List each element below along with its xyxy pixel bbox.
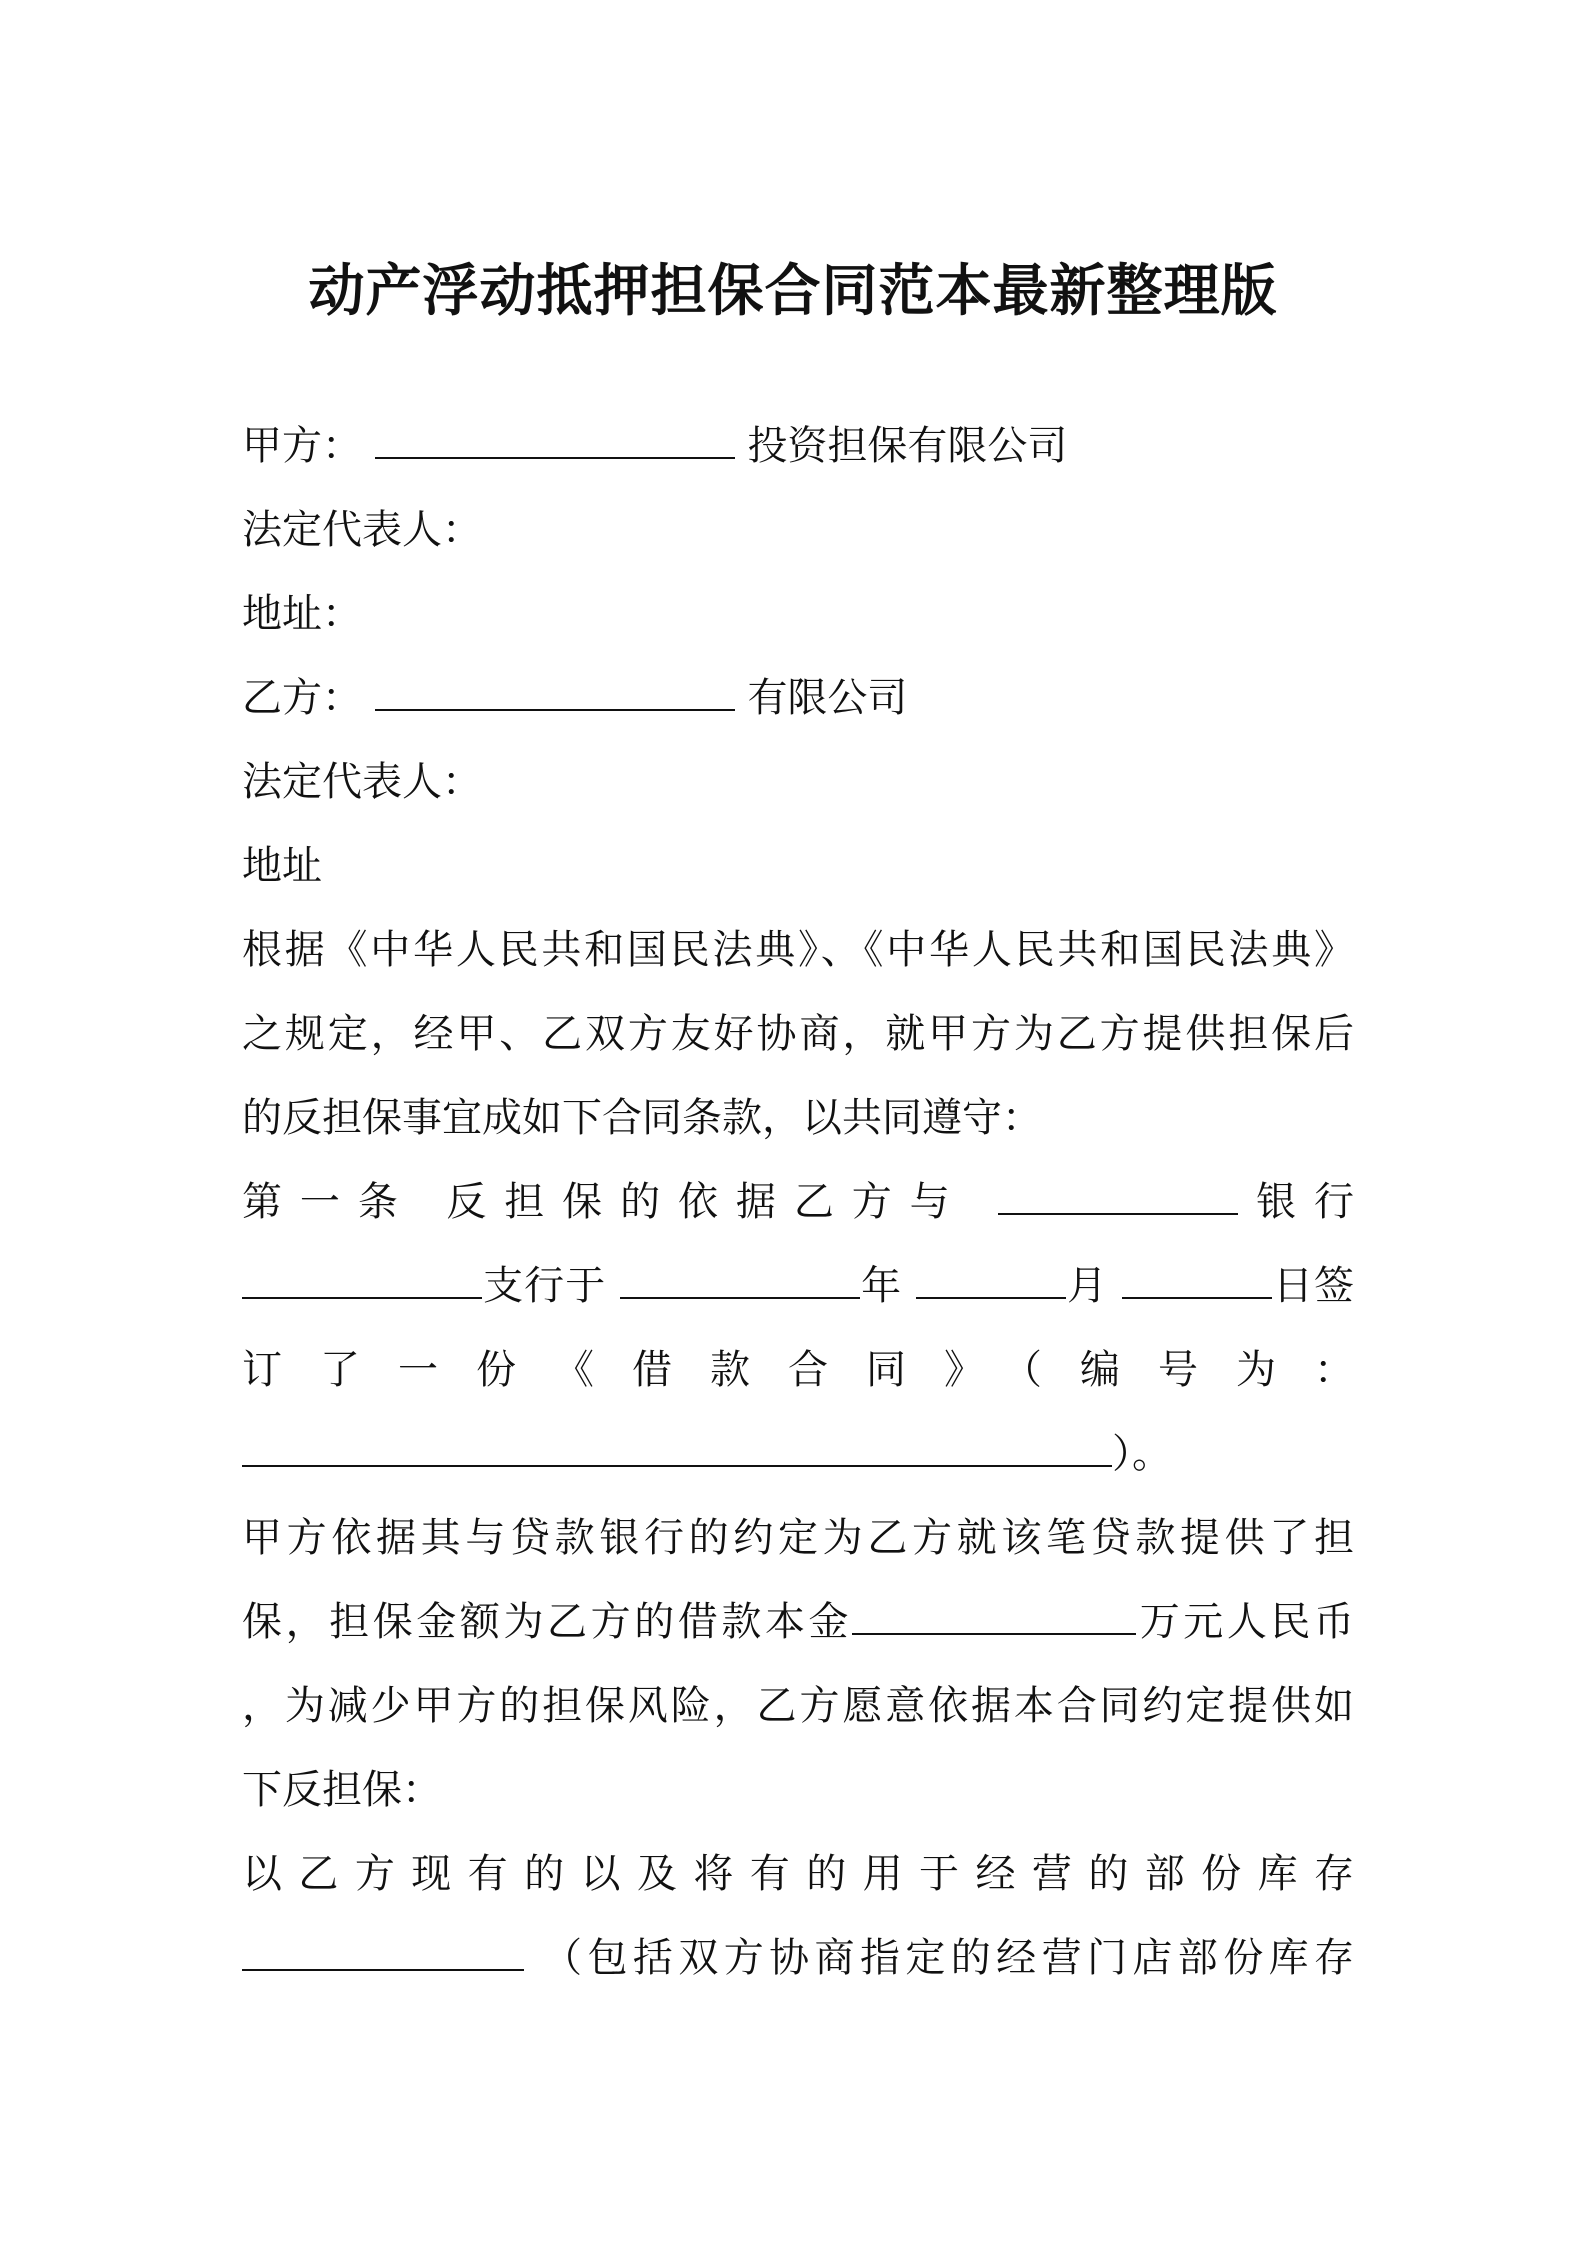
party-b-line	[242, 656, 1354, 740]
party-b-address: 地址	[242, 843, 322, 889]
article-1-lead: 反担保的依据乙方与	[446, 1179, 968, 1225]
preamble-line-2: 之规定，经甲、乙双方友好协商，就甲方为乙方提供担保后	[242, 1011, 1354, 1057]
party-a-rep: 法定代表人：	[242, 507, 482, 553]
article-1-heading: 第一条	[242, 1179, 416, 1225]
branch-name-blank	[242, 1267, 482, 1299]
guarantee-line-3: ，为减少甲方的担保风险，乙方愿意依据本合同约定提供如	[242, 1683, 1354, 1729]
day-sign-label: 日签	[1271, 1263, 1354, 1309]
guarantee-line-4: 下反担保：	[242, 1767, 442, 1813]
party-a-address: 地址：	[242, 591, 362, 637]
guarantee-line-2	[242, 1580, 1354, 1664]
document-body	[242, 404, 1354, 2000]
preamble-line-1: 根据《中华人民共和国民法典》、《中华人民共和国民法典》	[242, 927, 1354, 973]
party-b-rep: 法定代表人：	[242, 759, 482, 805]
inventory-blank	[242, 1939, 524, 1971]
guarantee-line-1: 甲方依据其与贷款银行的约定为乙方就该笔贷款提供了担	[242, 1515, 1354, 1561]
contract-number-blank	[242, 1435, 1112, 1467]
collateral-line-1: 以乙方现有的以及将有的用于经营的部份库存	[242, 1851, 1354, 1897]
document-title: 动产浮动抵押担保合同范本最新整理版	[308, 259, 1278, 324]
party-a-suffix: 投资担保有限公司	[747, 423, 1068, 469]
party-a-name-blank	[375, 427, 735, 459]
article-1-line-1	[242, 1160, 1354, 1244]
party-b-label: 乙方：	[242, 675, 362, 721]
preamble-line-3: 的反担保事宜成如下合同条款，以共同遵守：	[242, 1095, 1042, 1141]
month-label: 月	[1065, 1263, 1109, 1309]
bank-name-blank	[998, 1183, 1238, 1215]
guarantee-amount-lead: 保，担保金额为乙方的借款本金	[242, 1599, 853, 1645]
party-a-line	[242, 404, 1354, 488]
loan-amount-blank	[852, 1603, 1136, 1635]
year-label: 年	[860, 1263, 903, 1309]
collateral-line-2	[242, 1916, 1354, 2000]
guarantee-amount-unit: 万元人民币	[1136, 1599, 1354, 1645]
collateral-detail: （包括双方协商指定的经营门店部份库存	[542, 1935, 1354, 1981]
article-1-line-2	[242, 1244, 1354, 1328]
article-1-line-4	[242, 1412, 1354, 1496]
year-blank	[620, 1267, 860, 1299]
day-blank	[1122, 1267, 1272, 1299]
party-b-name-blank	[375, 679, 735, 711]
month-blank	[916, 1267, 1066, 1299]
contract-close: ）。	[1112, 1431, 1172, 1477]
bank-label: 银行	[1238, 1179, 1354, 1225]
branch-label: 支行于	[482, 1263, 607, 1309]
party-a-label: 甲方：	[242, 423, 362, 469]
party-b-suffix: 有限公司	[747, 675, 908, 721]
article-1-line-3: 订了一份《借款合同》（编号为：	[242, 1347, 1354, 1393]
